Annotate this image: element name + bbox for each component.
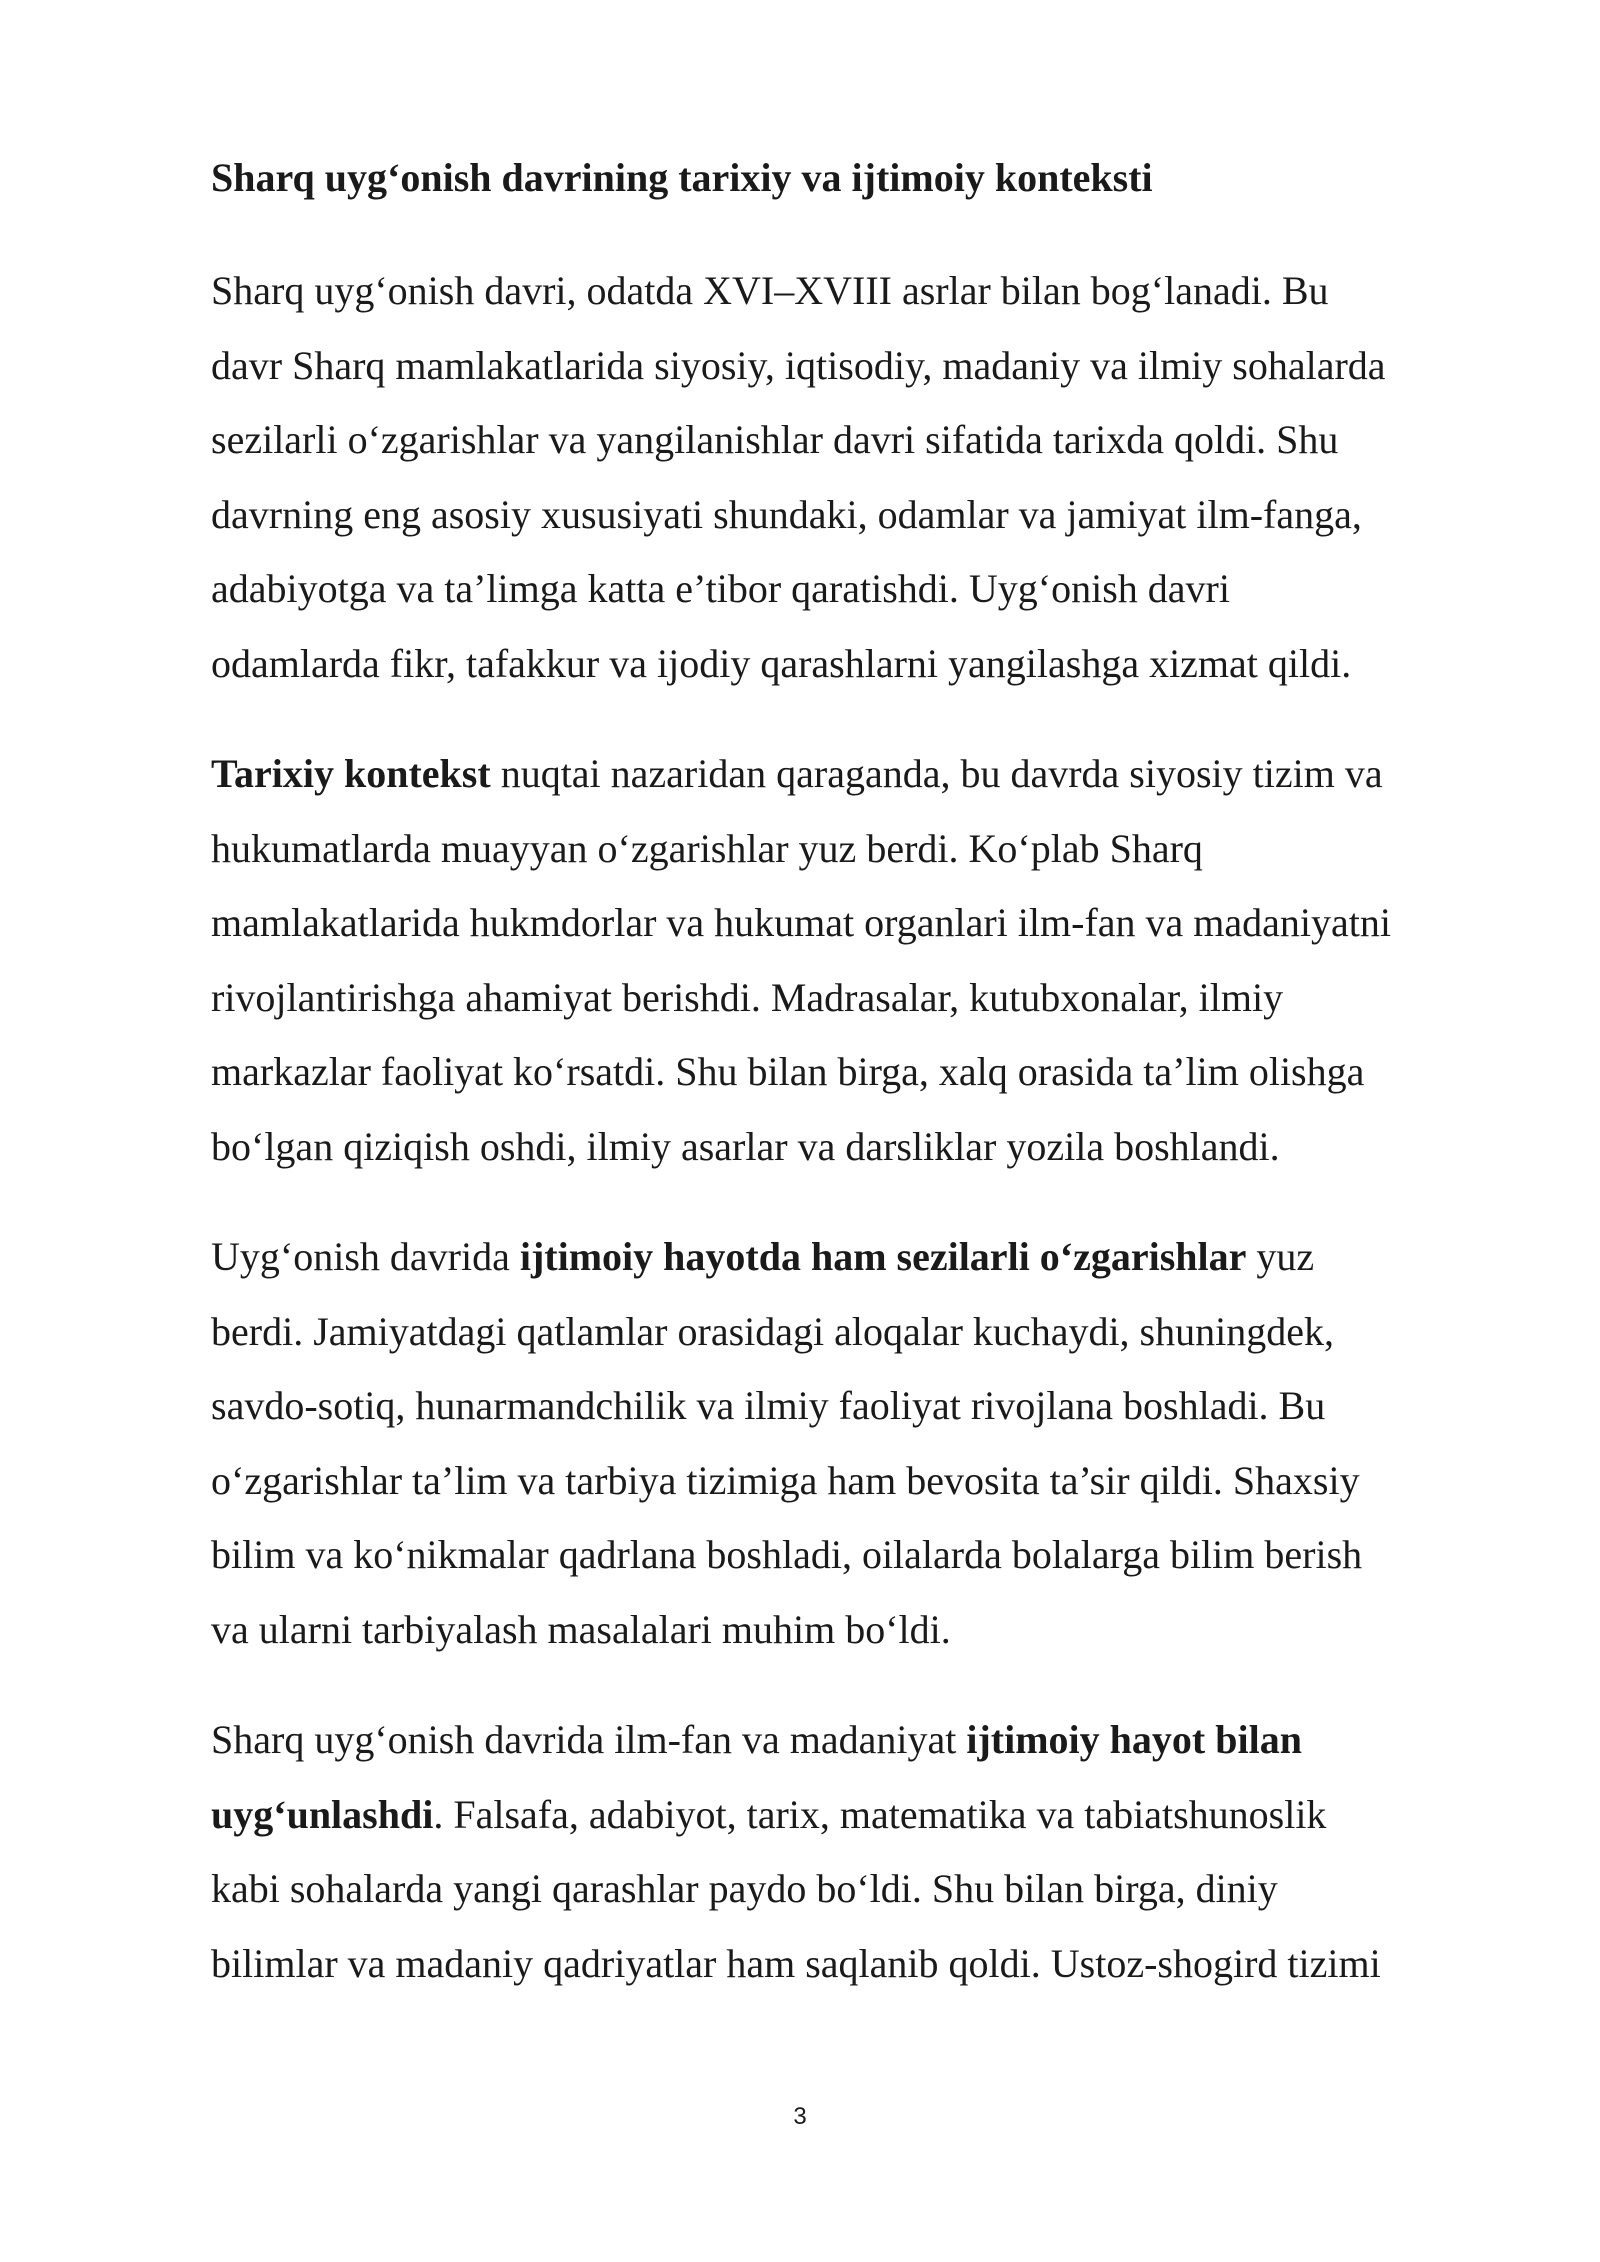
paragraph-3-line: va ularni tarbiyalash masalalari muhim bo‘ldi. (211, 1606, 951, 1652)
paragraph-4-line: kabi sohalarda yangi qarashlar paydo bo‘ldi. Shu bilan birga, diniy (211, 1866, 1278, 1911)
paragraph-4-line (211, 1778, 1501, 1853)
page-content (211, 148, 1501, 2037)
text-span: yuz (1246, 1234, 1315, 1279)
text-span: nuqtai nazaridan qaraganda, bu davrda siyosiy tizim va (490, 751, 1383, 796)
paragraph-2-line: mamlakatlarida hukmdorlar va hukumat organlari ilm-fan va madaniyatni (211, 900, 1391, 945)
paragraph-3 (211, 1220, 1501, 1667)
paragraph-4-line: bilimlar va madaniy qadriyatlar ham saqlanib qoldi. Ustoz-shogird tizimi (211, 1940, 1381, 1986)
paragraph-2 (211, 737, 1501, 1184)
bold-phrase: uyg‘unlashdi (211, 1791, 434, 1837)
paragraph-2-line: rivojlantirishga ahamiyat berishdi. Madrasalar, kutubxonalar, ilmiy (211, 974, 1284, 1020)
text-span: Sharq uyg‘onish davrida ilm-fan va madaniyat (211, 1717, 967, 1762)
paragraph-1 (211, 254, 1501, 701)
paragraph-1-line: odamlarda fikr, tafakkur va ijodiy qarashlarni yangilashga xizmat qildi. (211, 640, 1352, 686)
bold-phrase: Tarixiy kontekst (211, 751, 491, 796)
paragraph-3-line: o‘zgarishlar ta’lim va tarbiya tizimiga ham bevosita ta’sir qildi. Shaxsiy (211, 1457, 1360, 1503)
text-span: . Falsafa, adabiyot, tarix, matematika va tabiatshunoslik (433, 1791, 1327, 1837)
paragraph-4 (211, 1703, 1501, 2001)
text-span: Uyg‘onish davrida (211, 1234, 520, 1279)
paragraph-4-line (211, 1703, 1501, 1778)
section-heading: Sharq uyg‘onish davrining tarixiy va ijtimoiy konteksti (211, 155, 1153, 200)
paragraph-2-line: bo‘lgan qiziqish oshdi, ilmiy asarlar va darsliklar yozila boshlandi. (211, 1123, 1280, 1169)
paragraph-3-line: savdo-sotiq, hunarmandchilik va ilmiy faoliyat rivojlana boshladi. Bu (211, 1383, 1326, 1428)
paragraph-3-line: berdi. Jamiyatdagi qatlamlar orasidagi aloqalar kuchaydi, shuningdek, (211, 1308, 1334, 1354)
bold-phrase: ijtimoiy hayotda ham sezilarli o‘zgarishlar (519, 1234, 1247, 1279)
paragraph-1-line: sezilarli o‘zgarishlar va yangilanishlar davri sifatida tarixda qoldi. Shu (211, 417, 1339, 462)
paragraph-3-line (211, 1220, 1501, 1295)
paragraph-2-line (211, 737, 1501, 812)
paragraph-3-line: bilim va ko‘nikmalar qadrlana boshladi, oilalarda bolalarga bilim berish (211, 1532, 1363, 1577)
bold-phrase: ijtimoiy hayot bilan (966, 1717, 1302, 1762)
paragraph-1-line: adabiyotga va ta’limga katta e’tibor qaratishdi. Uyg‘onish davri (211, 566, 1230, 611)
paragraph-1-line: Sharq uyg‘onish davri, odatda XVI–XVIII asrlar bilan bog‘lanadi. Bu (211, 268, 1329, 313)
paragraph-1-line: davr Sharq mamlakatlarida siyosiy, iqtisodiy, madaniy va ilmiy sohalarda (211, 342, 1386, 388)
paragraph-1-line: davrning eng asosiy xususiyati shundaki, odamlar va jamiyat ilm-fanga, (211, 491, 1362, 537)
paragraph-2-line: hukumatlarda muayyan o‘zgarishlar yuz berdi. Ko‘plab Sharq (211, 825, 1203, 871)
page-number: 3 (793, 2103, 807, 2130)
paragraph-2-line: markazlar faoliyat ko‘rsatdi. Shu bilan birga, xalq orasida ta’lim olishga (211, 1049, 1365, 1094)
